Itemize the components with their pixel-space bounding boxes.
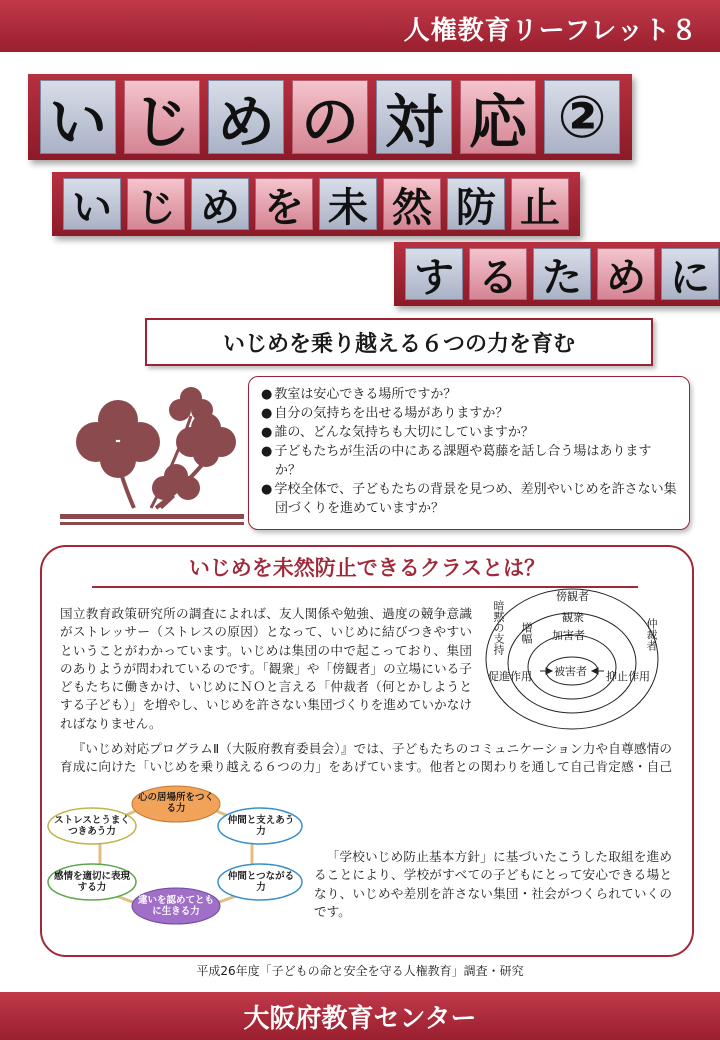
checklist-item: ● 学校全体で、子どもたちの背景を見つめ、差別やいじめを許さない集団づくりを進めていますか？ xyxy=(261,480,677,518)
label-amplify: 増幅 xyxy=(520,622,533,644)
power-label: 仲間と支えあう力 xyxy=(227,815,295,837)
power-label: 感情を適切に表現する力 xyxy=(53,871,130,893)
checklist-item: ● 教室は安心できる場所ですか？ xyxy=(261,385,677,404)
title-char: 対 xyxy=(376,80,452,154)
title-char: 応 xyxy=(460,80,536,154)
label-mediator: 仲裁者 xyxy=(645,618,658,651)
title-char: る xyxy=(469,248,527,300)
title-line-3 xyxy=(394,242,720,306)
title-char: に xyxy=(661,248,719,300)
label-promote: 促進作用 xyxy=(488,670,532,683)
label-suppress: 抑止作用 xyxy=(606,670,650,683)
class-section-title: いじめを未然防止できるクラスとは？ xyxy=(188,556,546,580)
title-char: 未 xyxy=(319,178,377,230)
power-label: 違いを認めてともに生きる力 xyxy=(138,895,215,917)
checklist xyxy=(249,377,689,518)
title-char: め xyxy=(191,178,249,230)
title-line-2 xyxy=(52,172,580,236)
paragraph-1: 国立教育政策研究所の調査によれば、友人関係や勉強、過度の競争意識がストレッサー（ストレスの原因）となって、いじめに結びつきやすいということがわかっています。いじめは集団の中で起こっており、集団のありようが問われているのです。「観衆」や「傍観者」の立場にいる子どもたちに働きかけ、いじめにＮＯと言える「仲裁者（何とかしようとする子ども）」を増やし、いじめを許さない集団づくりを進めていかなければなりません。 xyxy=(60,606,472,731)
title-char: じ xyxy=(124,80,200,154)
title-char: す xyxy=(405,248,463,300)
power-label: 心の居場所をつくる力 xyxy=(138,792,215,814)
paragraph-2-head: 『いじめ対応プログラムⅡ（大阪府教育委員会）』では、子どもたちのコミュニケーション力や自尊感情の育成に向けた「いじめを乗り越える６つの力」をあげています。他者との関わりを通して自己肯定感・自己 xyxy=(60,741,672,775)
clover-illustration xyxy=(56,380,246,530)
power-label: ストレスとうまくつきあう力 xyxy=(54,815,130,837)
checklist-item: ● 子どもたちが生活の中にある課題や葛藤を話し合う場はありますか？ xyxy=(261,442,677,480)
checklist-item: ● 自分の気持ちを出せる場がありますか？ xyxy=(261,404,677,423)
research-note: 平成26年度「子どもの命と安全を守る人権教育」調査・研究 xyxy=(196,964,524,978)
title-char: じ xyxy=(127,178,185,230)
checklist-item: ● 誰の、どんな気持ちも大切にしていますか？ xyxy=(261,423,677,442)
title-char: い xyxy=(40,80,116,154)
title-line-1 xyxy=(28,74,632,160)
label-implicit-support: 暗黙の支持 xyxy=(492,600,505,655)
title-char: い xyxy=(63,178,121,230)
label-bystander: 傍観者 xyxy=(556,590,589,603)
clover-ground-lines xyxy=(60,512,244,528)
series-title: 人権教育リーフレット８ xyxy=(403,16,698,46)
paragraph-3: 「学校いじめ防止基本方針」に基づいたこうした取組を進めることにより、学校がすべての子どもにとって安心できる場となり、いじめや差別を許さない集団・社会がつくられていくのです。 xyxy=(314,849,672,919)
title-char: の xyxy=(292,80,368,154)
checklist-box xyxy=(248,376,690,530)
label-audience: 観衆 xyxy=(562,611,584,624)
power-label: 仲間とつながる力 xyxy=(227,871,295,893)
organization-name: 大阪府教育センター xyxy=(243,1003,477,1034)
label-victim: 被害者 xyxy=(554,665,587,678)
title-char: 止 xyxy=(511,178,569,230)
title-char: め xyxy=(597,248,655,300)
title-char: た xyxy=(533,248,591,300)
organization-bar xyxy=(0,992,720,1040)
title-char: を xyxy=(255,178,313,230)
title-char: め xyxy=(208,80,284,154)
title-char: ② xyxy=(544,80,620,154)
subtitle: いじめを乗り越える６つの力を育む xyxy=(145,318,653,366)
title-char: 防 xyxy=(447,178,505,230)
title-char: 然 xyxy=(383,178,441,230)
bullying-structure-diagram xyxy=(484,585,668,735)
label-perpetrator: 加害者 xyxy=(552,629,585,642)
